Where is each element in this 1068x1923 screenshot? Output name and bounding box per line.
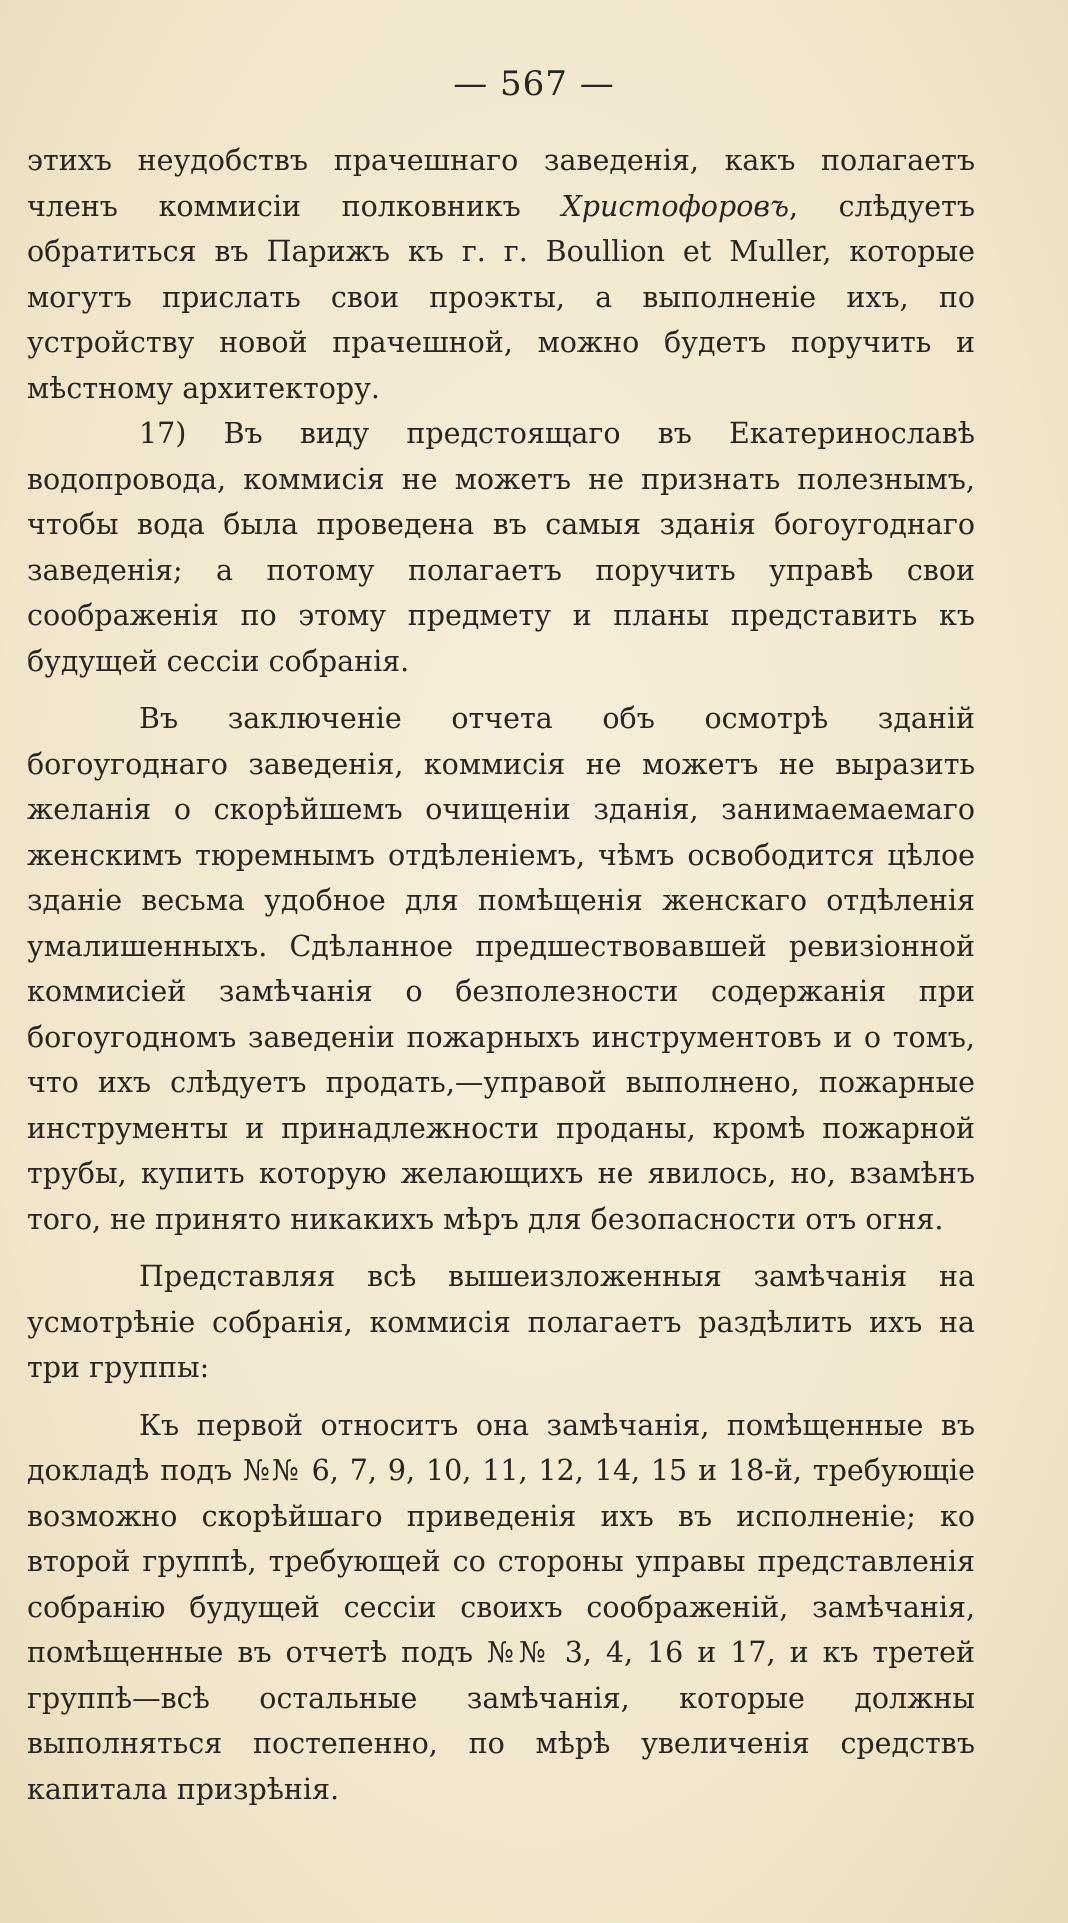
paragraph-1 [27,138,975,411]
paragraph-5 [27,1403,975,1813]
paragraph-text: Въ заключеніе отчета объ осмотрѣ зданій богоугоднаго заведенія, коммисія не можетъ не выразить желанія о скорѣйшемъ очищеніи зданія, занимаемаемаго женскимъ тюремнымъ отдѣленіемъ, чѣмъ освободится цѣлое зданіе весьма удобное для помѣщенія женскаго отдѣленія умалишенныхъ. Сдѣланное предшествовавшей ревизіонной коммисіей замѣчанія о безполезности содержанія при богоугодномъ заведеніи пожарныхъ инструментовъ и о томъ, что ихъ слѣдуетъ продать,—управой выполнено, пожарные инструменты и принадлежности проданы, кромѣ пожарной трубы, купить которую желающихъ не явилось, но, взамѣнъ того, не принято никакихъ мѣръ для безопасности отъ огня. [27,702,975,1236]
paragraph-3 [27,696,975,1242]
page-text [27,138,975,1812]
paragraph-4 [27,1254,975,1391]
paragraph-text: Представляя всѣ вышеизложенныя замѣчанія на усмотрѣніе собранія, коммисія полагаетъ раздѣлить ихъ на три группы: [27,1260,975,1384]
paragraph-text: этихъ неудобствъ прачешнаго заведенія, какъ полагаетъ членъ коммисіи полковникъ Христофоровъ, слѣдуетъ обратиться въ Парижъ къ г. г. Boullion et Muller, которые могутъ прислать свои проэкты, а выполненіе ихъ, по устройству новой прачешной, можно будетъ поручить и мѣстному архитектору. [27,144,975,405]
surname-italic: Христофоровъ [561,189,789,223]
paragraph-text: Къ первой относитъ она замѣчанія, помѣщенные въ докладѣ подъ №№ 6, 7, 9, 10, 11, 12, 14, 15 и 18-й, требующіе возможно скорѣйшаго приведенія ихъ въ исполненіе; ко второй группѣ, требующей со стороны управы представленія собранію будущей сессіи своихъ соображеній, замѣчанія, помѣщенные въ отчетѣ подъ №№ 3, 4, 16 и 17, и къ третей группѣ—всѣ остальные замѣчанія, которые должны выполняться постепенно, по мѣрѣ увеличенія средствъ капитала призрѣнія. [27,1408,975,1806]
paragraph-text: 17) Въ виду предстоящаго въ Екатеринославѣ водопровода, коммисія не можетъ не признать полезнымъ, чтобы вода была проведена въ самыя зданія богоугоднаго заведенія; а потому полагаетъ поручить управѣ свои соображенія по этому предмету и планы представить къ будущей сессіи собранія. [27,417,975,678]
page-number: — 567 — [453,64,615,104]
paragraph-2 [27,411,975,684]
